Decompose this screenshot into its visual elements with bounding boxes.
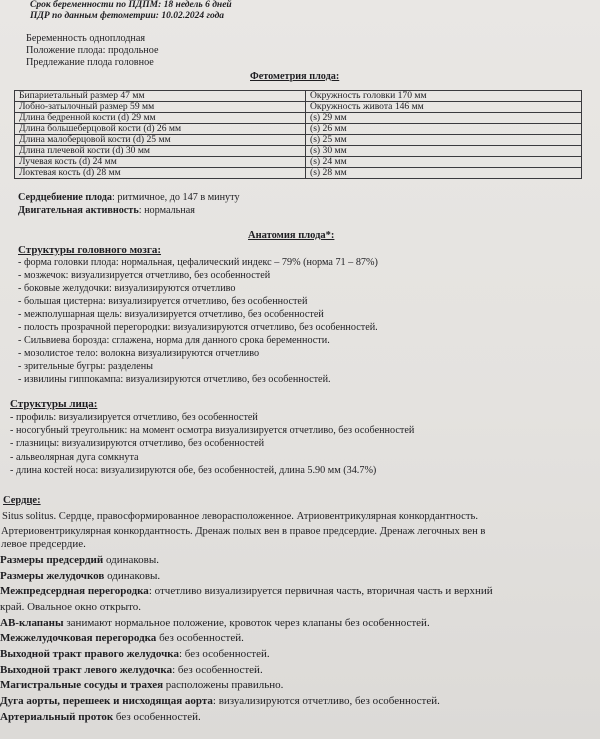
lvot-line <box>0 663 600 679</box>
list-item: - профиль: визуализируется отчетливо, без особенностей <box>10 412 258 423</box>
fetal-presentation: Предлежание плода головное <box>26 57 154 68</box>
aortic-arch-text: : визуализируются отчетливо, без особенностей. <box>212 695 440 708</box>
table-row <box>15 146 582 157</box>
ias-line-2: край. Овальное окно открыто. <box>0 600 142 613</box>
table-cell: Локтевая кость (d) 28 мм <box>15 168 306 179</box>
heart-line-3: левое предсердие. <box>1 538 86 551</box>
table-row <box>15 135 582 146</box>
heartbeat-value: : ритмичное, до 147 в минуту <box>112 192 240 203</box>
list-item: - извилины гиппокампа: визуализируются отчетливо, без особенностей. <box>18 374 331 385</box>
list-item: - альвеолярная дуга сомкнута <box>10 451 139 463</box>
aortic-arch-line <box>0 694 600 710</box>
list-item: - межполушарная щель: визуализируется отчетливо, без особенностей <box>18 309 324 320</box>
atria-line <box>0 553 600 569</box>
ias-text: : отчетливо визуализируется первичная часть, вторичная часть и верхний <box>148 585 493 598</box>
av-valves-line <box>0 616 600 632</box>
ventricles-line <box>0 569 600 585</box>
table-cell: Бипариетальный размер 47 мм <box>15 91 306 102</box>
fetometry-title: Фетометрия плода: <box>250 71 340 82</box>
vessels-line <box>0 678 600 694</box>
av-valves-text: занимают нормальное положение, кровоток через клапаны без особенностей. <box>63 616 430 629</box>
list-item: - длина костей носа: визуализируются обе, без особенностей, длина 5.90 мм (34.7%) <box>10 464 377 476</box>
list-item: - мозжечок: визуализируется отчетливо, без особенностей <box>18 270 271 281</box>
activity-line <box>18 205 195 217</box>
table-cell: Лучевая кость (d) 24 мм <box>15 157 306 168</box>
fetometry-table <box>14 90 582 179</box>
heart-line-2: Артериовентрикулярная конкордантность. Дренаж полых вен в правое предсердие. Дренаж легочных вен в <box>1 526 486 538</box>
table-row <box>15 124 582 135</box>
ductus-label: Артериальный проток <box>0 710 114 723</box>
av-valves-label: АВ-клапаны <box>0 616 64 629</box>
table-cell: (s) 30 мм <box>306 146 582 157</box>
rvot-text: : без особенностей. <box>178 648 270 661</box>
heart-section-title <box>0 493 600 509</box>
vessels-label: Магистральные сосуды и трахея <box>0 679 164 692</box>
due-date-line: ПДР по данным фетометрии: 10.02.2024 года <box>30 11 225 21</box>
atria-label: Размеры предсердий <box>0 553 104 566</box>
lvot-text: : без особенностей. <box>172 663 263 676</box>
table-cell: Длина большеберцовой кости (d) 26 мм <box>15 124 306 135</box>
table-cell: Длина бедренной кости (d) 29 мм <box>15 113 306 124</box>
ivs-line <box>0 631 600 647</box>
list-item: - носогубный треугольник: на момент осмотра визуализируется отчетливо, без особенностей <box>10 425 415 437</box>
ductus-line <box>0 710 600 726</box>
heartbeat-label: Сердцебиение плода <box>18 192 113 203</box>
heart-title: Сердце: <box>3 495 41 506</box>
table-cell: (s) 25 мм <box>306 135 582 146</box>
ivs-text: без особенностей. <box>156 632 244 645</box>
heartbeat-line <box>18 192 240 204</box>
rvot-line <box>0 647 600 663</box>
ductus-text: без особенностей. <box>113 710 201 723</box>
brain-section-title: Структуры головного мозга: <box>18 244 162 256</box>
table-row <box>15 168 582 179</box>
table-cell: Окружность головки 170 мм <box>306 91 582 102</box>
table-cell: Лобно-затылочный размер 59 мм <box>15 102 306 113</box>
activity-value: : нормальная <box>138 205 195 216</box>
ventricles-label: Размеры желудочков <box>0 569 105 582</box>
face-list <box>10 411 414 477</box>
list-item: - зрительные бугры: разделены <box>18 361 154 372</box>
heart-section <box>0 493 600 726</box>
table-cell: (s) 28 мм <box>306 168 582 179</box>
ias-line <box>0 584 600 600</box>
list-item: - мозолистое тело: волокна визуализируются отчетливо <box>18 348 260 359</box>
table-cell: (s) 29 мм <box>306 113 582 124</box>
table-cell: Длина плечевой кости (d) 30 мм <box>15 146 306 157</box>
table-row <box>15 157 582 168</box>
ivs-label: Межжелудочковая перегородка <box>0 632 157 645</box>
list-item: - форма головки плода: нормальная, цефалический индекс – 79% (норма 71 – 87%) <box>18 257 378 268</box>
list-item: - большая цистерна: визуализируется отчетливо, без особенностей <box>18 296 308 307</box>
table-row <box>15 91 582 102</box>
table-cell: (s) 26 мм <box>306 124 582 135</box>
ias-label: Межпредсердная перегородка <box>0 585 149 598</box>
brain-list <box>18 256 378 386</box>
ventricles-text: одинаковы. <box>104 569 161 582</box>
list-item: - глазницы: визуализируются отчетливо, без особенностей <box>10 438 265 450</box>
heart-line-1: Situs solitus. Сердце, правосформированное леворасположенное. Атриовентрикулярная конкордантность. <box>2 510 478 522</box>
table-cell: Окружность живота 146 мм <box>306 102 582 113</box>
pregnancy-type: Беременность одноплодная <box>26 33 146 44</box>
aortic-arch-label: Дуга аорты, перешеек и нисходящая аорта <box>0 695 213 708</box>
list-item: - Сильвиева борозда: сглажена, норма для данного срока беременности. <box>18 335 330 346</box>
table-cell: (s) 24 мм <box>306 157 582 168</box>
atria-text: одинаковы. <box>103 553 159 566</box>
table-cell: Длина малоберцовой кости (d) 25 мм <box>15 135 306 146</box>
face-section-title: Структуры лица: <box>10 398 98 410</box>
rvot-label: Выходной тракт правого желудочка <box>0 648 179 661</box>
list-item: - полость прозрачной перегородки: визуализируются отчетливо, без особенностей. <box>18 322 378 333</box>
vessels-text: расположены правильно. <box>163 679 284 692</box>
table-row <box>15 102 582 113</box>
table-row <box>15 113 582 124</box>
activity-label: Двигательная активность <box>18 205 139 216</box>
lvot-label: Выходной тракт левого желудочка <box>0 663 173 676</box>
anatomy-title: Анатомия плода*: <box>248 230 335 241</box>
list-item: - боковые желудочки: визуализируются отчетливо <box>18 283 236 294</box>
fetal-position: Положение плода: продольное <box>26 45 159 56</box>
gestational-age-line: Срок беременности по ПДПМ: 18 недель 6 дней <box>30 0 232 10</box>
